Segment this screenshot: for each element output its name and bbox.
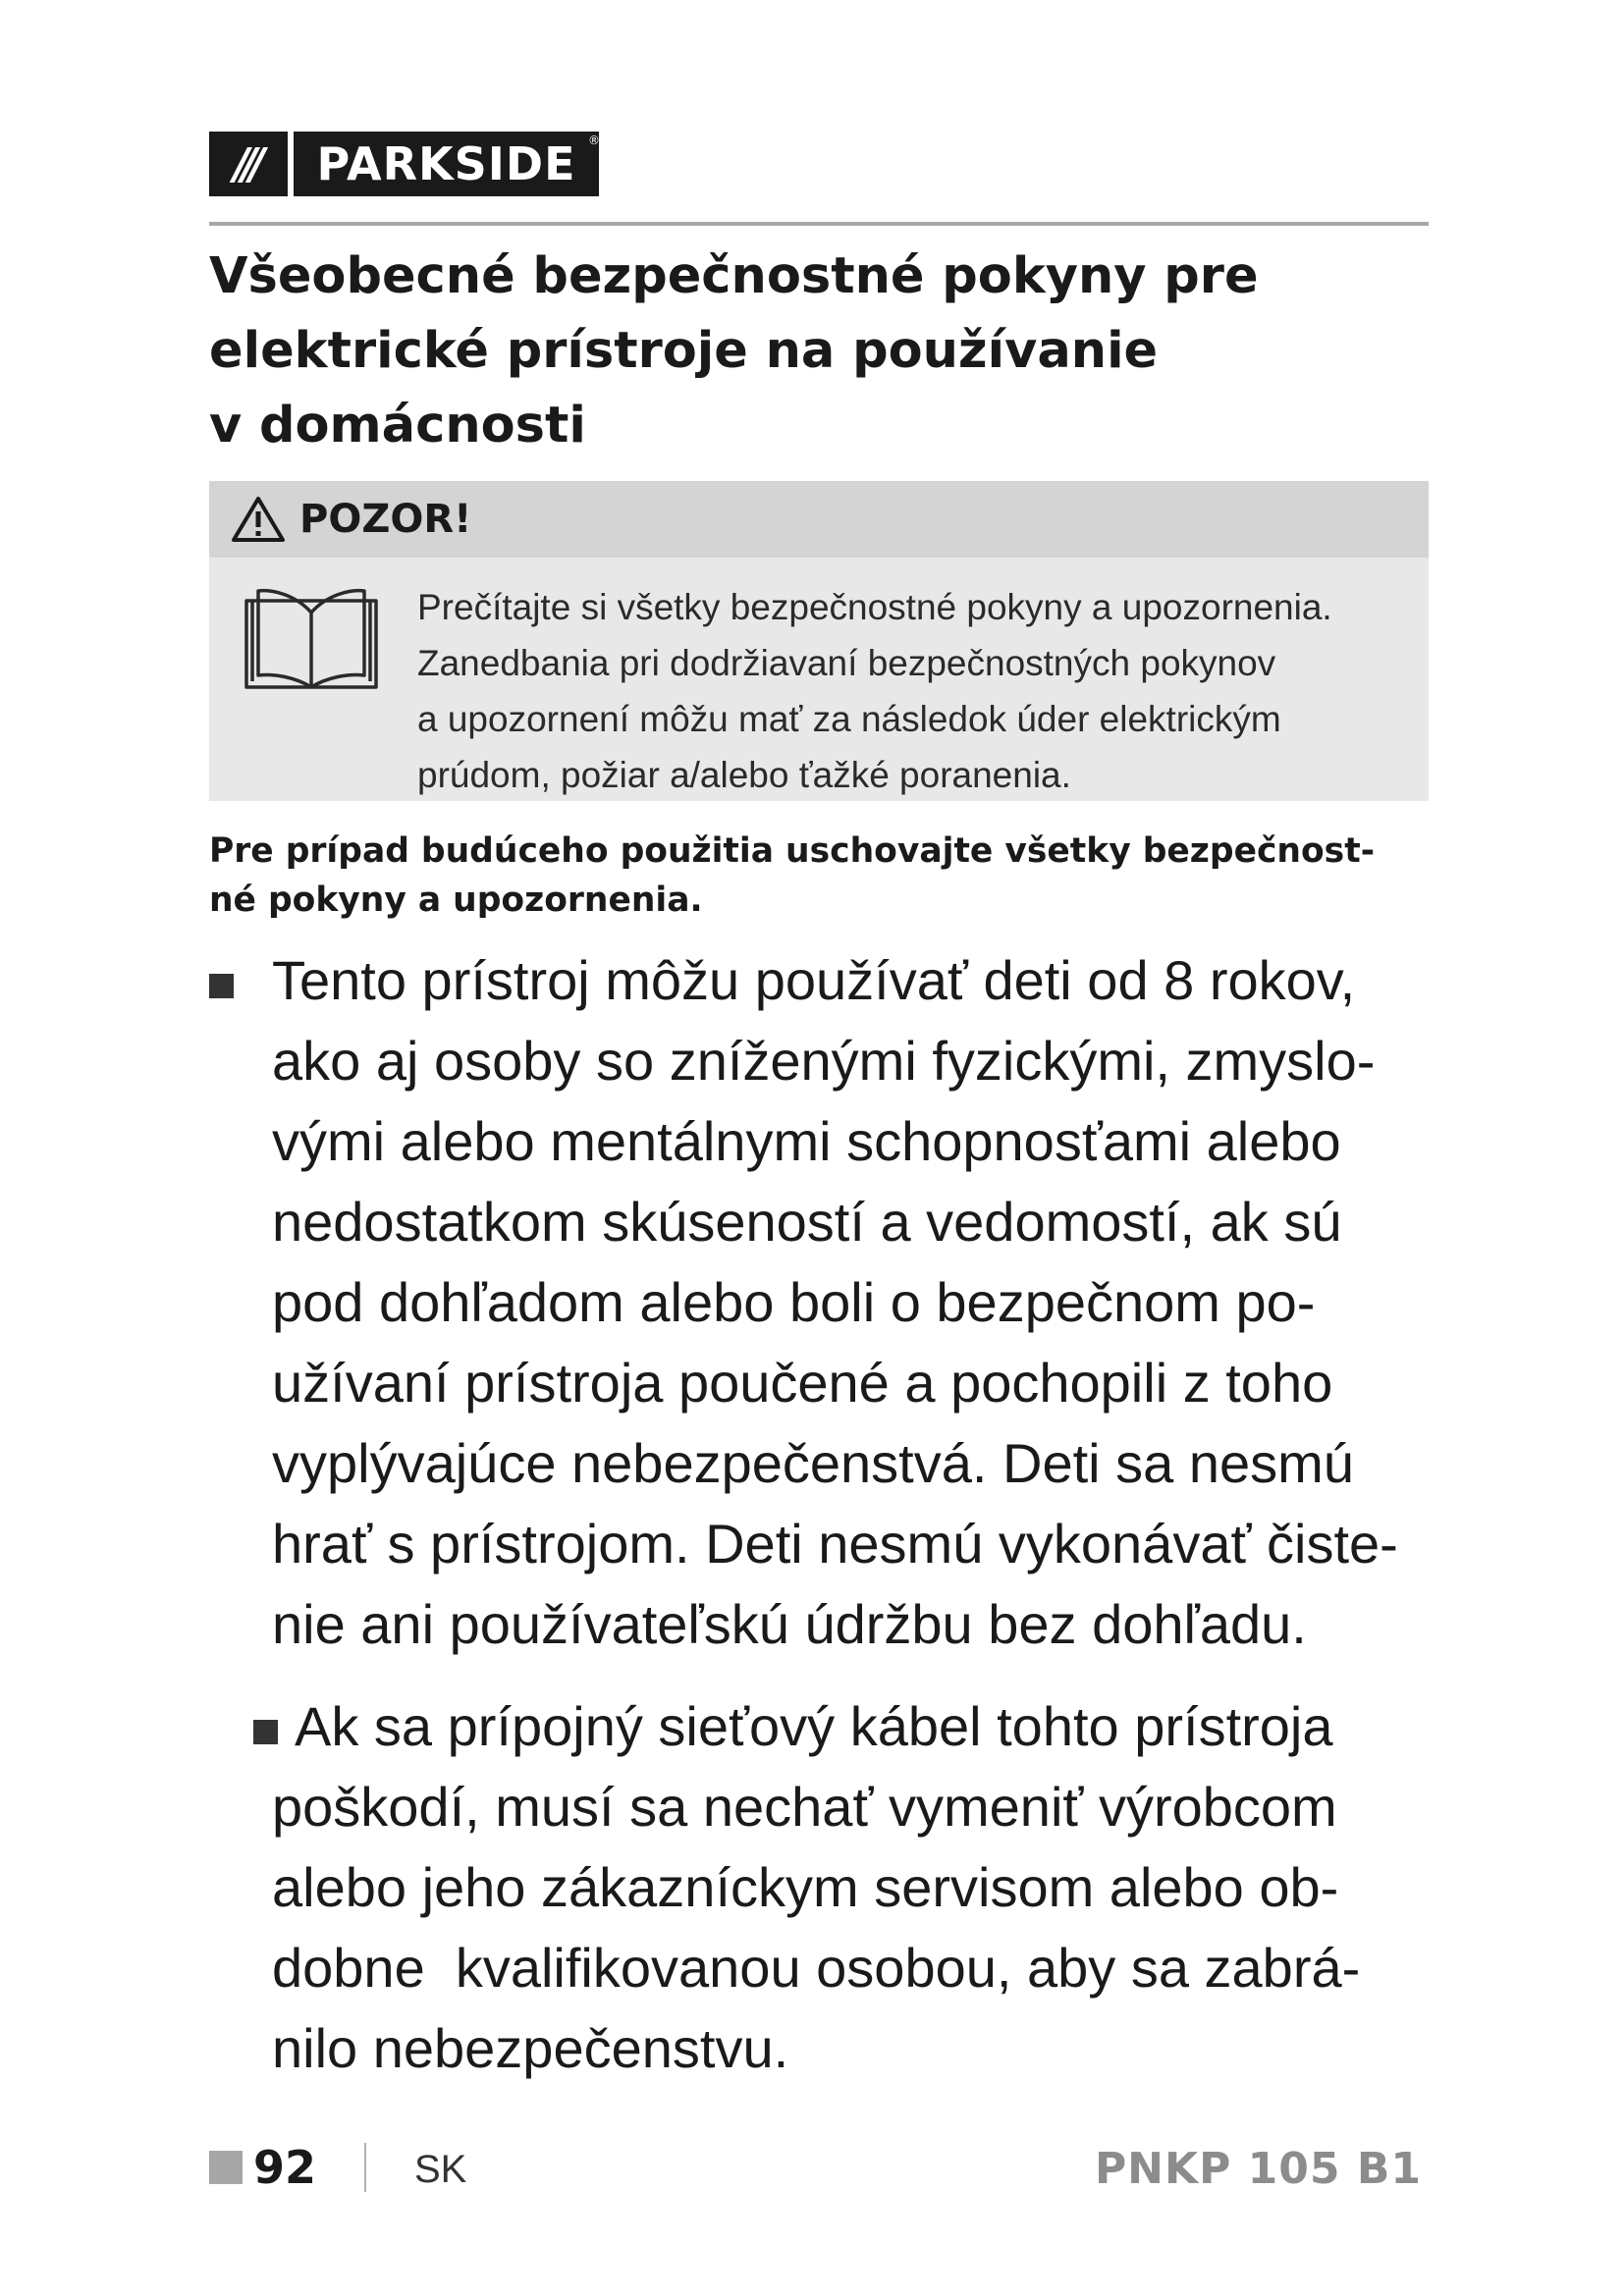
logo-registered-mark: ® (588, 133, 601, 147)
heading-line: Všeobecné bezpečnostné pokyny pre (209, 247, 1259, 305)
bullet-line: pod dohľadom alebo boli o bezpečnom po- (272, 1271, 1316, 1333)
logo-slashes: /// (209, 132, 288, 196)
heading-line: v domácnosti (209, 397, 586, 454)
heading-line: elektrické prístroje na používanie (209, 322, 1159, 380)
bullet-line: poškodí, musí sa nechať vymeniť výrobcom (272, 1776, 1337, 1838)
bullet-power-cable (272, 1686, 1440, 2089)
header-rule (209, 222, 1429, 226)
bullet-line: alebo jeho zákazníckym servisom alebo ob- (272, 1856, 1339, 1918)
bullet-line: dobne kvalifikovanou osobou, aby sa zabrá- (272, 1937, 1361, 1999)
bullet-line: Ak sa prípojný sieťový kábel tohto prístroja (295, 1695, 1333, 1757)
bullet-children-usage (272, 940, 1440, 1665)
parkside-logo (209, 132, 599, 196)
warning-text-line: Prečítajte si všetky bezpečnostné pokyny a upozornenia. (417, 587, 1332, 627)
logo-brand (294, 132, 599, 196)
section-heading (209, 240, 1427, 463)
warning-box (209, 481, 1429, 801)
warning-text (417, 579, 1419, 803)
bullet-line: ako aj osoby so zníženými fyzickými, zmyslo- (272, 1030, 1376, 1092)
bullet-line: vými alebo mentálnymi schopnosťami alebo (272, 1110, 1341, 1172)
bullet-line: nilo nebezpečenstvu. (272, 2017, 789, 2079)
bullet-line: nie ani používateľskú údržbu bez dohľadu. (272, 1593, 1307, 1655)
keep-note-line: Pre prípad budúceho použitia uschovajte všetky bezpečnost- (209, 831, 1376, 871)
bullet-square-icon (209, 974, 234, 998)
bullet-line: Tento prístroj môžu používať deti od 8 rokov, (272, 949, 1356, 1011)
warning-label: POZOR! (299, 497, 472, 542)
keep-note-line: né pokyny a upozornenia. (209, 881, 703, 920)
page-number: 92 (253, 2141, 317, 2194)
bullet-line: užívaní prístroja poučené a pochopili z toho (272, 1352, 1333, 1414)
footer-square-icon (209, 2151, 243, 2184)
model-number: PNKP 105 B1 (1094, 2144, 1422, 2194)
warning-triangle-icon (231, 495, 286, 544)
bullet-line: vyplývajúce nebezpečenstvá. Deti sa nesmú (272, 1432, 1354, 1494)
warning-header (209, 481, 1429, 558)
warning-text-line: Zanedbania pri dodržiavaní bezpečnostných pokynov (417, 643, 1276, 683)
warning-text-line: prúdom, požiar a/alebo ťažké poranenia. (417, 755, 1071, 795)
warning-text-line: a upozornení môžu mať za následok úder elektrickým (417, 699, 1281, 739)
bullet-line: nedostatkom skúseností a vedomostí, ak sú (272, 1191, 1342, 1253)
logo-brand-text: PARKSIDE (316, 137, 576, 190)
keep-instructions-note (209, 827, 1432, 925)
read-manual-icon (243, 583, 380, 691)
language-code: SK (414, 2148, 467, 2191)
footer-divider (364, 2143, 366, 2192)
bullet-line: hrať s prístrojom. Deti nesmú vykonávať čiste- (272, 1513, 1398, 1575)
